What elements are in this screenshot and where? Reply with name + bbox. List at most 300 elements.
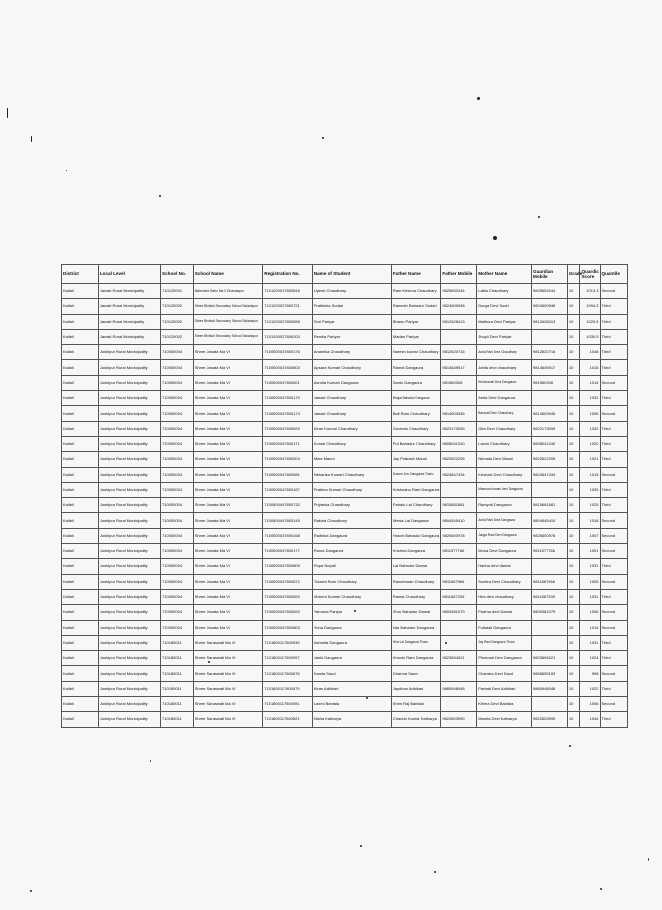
cell-local-level: Joshipur Rural Municipality: [98, 605, 160, 620]
cell-student-name: Anamika Chaudhary: [312, 345, 391, 360]
table-row: [62, 391, 628, 406]
table-row: [62, 666, 628, 681]
cell-student-name: Ruma Dangaura: [312, 544, 391, 559]
col-header-district: District: [62, 265, 99, 284]
cell-quantile: Second: [600, 666, 628, 681]
cell-guardian-mobile: 9825653244: [532, 284, 568, 299]
cell-father-name: Jaydhan Adhikari: [391, 681, 441, 696]
cell-school-no: 710050004: [161, 620, 194, 635]
cell-grade: 10: [567, 574, 580, 589]
cell-student-name: Tulashi Ram Chaudhary: [312, 574, 391, 589]
cell-school-name: Shree Janata Ma Vi: [193, 482, 263, 497]
cell-school-no: 710120002: [161, 329, 194, 344]
cell-student-name: Komal Chaudhary: [312, 436, 391, 451]
cell-father-mobile: 9811667339: [441, 589, 477, 604]
cell-quardic-score: 1015: [580, 467, 600, 482]
cell-district: Kailali: [62, 697, 99, 712]
cell-quantile: Third: [600, 421, 628, 436]
cell-school-name: Shree Saraswati Ma Vi: [193, 712, 263, 727]
scan-speck: [600, 888, 602, 890]
col-header-student-name: Name of Student: [312, 265, 391, 284]
cell-school-name: Shree Bhrikuti Secondary School Sakarlapur: [193, 299, 263, 314]
cell-grade: 10: [567, 421, 580, 436]
cell-father-mobile: [441, 329, 477, 344]
cell-grade: 10: [567, 712, 580, 727]
cell-father-name: Krishnahu Ram Dangaura: [391, 482, 441, 497]
cell-father-name: Kusum Jivo Dangaura Tharu: [391, 467, 441, 482]
scan-speck: [159, 195, 161, 197]
table-row: [62, 467, 628, 482]
scan-mark: [7, 108, 8, 118]
cell-quantile: Second: [600, 375, 628, 390]
cell-district: Kailali: [62, 284, 99, 299]
cell-registration-no: 7100500047800620: [263, 605, 313, 620]
cell-quardic-score: 1025.5: [580, 314, 600, 329]
cell-local-level: Joshipur Rural Municipality: [98, 360, 160, 375]
cell-mother-name: Mamuna kumari devi Dangaura: [477, 482, 532, 497]
cell-student-name: Kamla Saud: [312, 666, 391, 681]
cell-school-name: Shree Saraswati Ma Vi: [193, 651, 263, 666]
cell-registration-no: 7100500047800872: [263, 574, 313, 589]
cell-grade: 10: [567, 345, 580, 360]
col-header-registration-no: Registration No.: [263, 265, 313, 284]
cell-mother-name: Anita Devi Dangaura: [477, 391, 532, 406]
cell-registration-no: 7100500047800167: [263, 482, 313, 497]
cell-student-name: Vivkeni Kumari Chaudhary: [312, 589, 391, 604]
cell-district: Kailali: [62, 559, 99, 574]
scan-speck: [360, 845, 362, 847]
cell-guardian-mobile: 9811577766: [532, 544, 568, 559]
cell-school-name: Shree Janata Ma Vi: [193, 513, 263, 528]
scan-speck: [477, 97, 480, 100]
cell-school-no: 710050004: [161, 375, 194, 390]
cell-father-mobile: [441, 635, 477, 650]
cell-quardic-score: 1022: [580, 681, 600, 696]
cell-quardic-score: 1013.3: [580, 284, 600, 299]
col-header-local-level: Local Level: [98, 265, 160, 284]
cell-grade: 10: [567, 452, 580, 467]
cell-mother-name: Jay Rani Dangaura Tharu: [477, 635, 532, 650]
cell-mother-name: Jahta devi chaudhary: [477, 360, 532, 375]
cell-quardic-score: 1024: [580, 651, 600, 666]
cell-quardic-score: 1015: [580, 360, 600, 375]
cell-grade: 10: [567, 697, 580, 712]
cell-guardian-mobile: 9824600948: [532, 299, 568, 314]
table-row: [62, 360, 628, 375]
cell-district: Kailali: [62, 605, 99, 620]
cell-guardian-mobile: [532, 559, 568, 574]
cell-quantile: Second: [600, 605, 628, 620]
cell-grade: 10: [567, 436, 580, 451]
cell-registration-no: 7100500047800803: [263, 360, 313, 375]
table-row: [62, 436, 628, 451]
cell-grade: 10: [567, 666, 580, 681]
cell-student-name: Mina Mauni: [312, 452, 391, 467]
col-header-school-no: School No.: [161, 265, 194, 284]
cell-registration-no: 7101800117800091: [263, 697, 313, 712]
scan-speck: [538, 216, 540, 218]
cell-guardian-mobile: 9812628413: [532, 314, 568, 329]
cell-mother-name: Sunitra Devi Chaudhary: [477, 574, 532, 589]
cell-father-mobile: 9824600948: [441, 299, 477, 314]
cell-school-no: 710050004: [161, 589, 194, 604]
table-row: [62, 314, 628, 329]
cell-grade: 10: [567, 589, 580, 604]
cell-district: Kailali: [62, 635, 99, 650]
cell-local-level: Janaki Rural Municipality: [98, 284, 160, 299]
cell-quantile: Third: [600, 589, 628, 604]
cell-father-mobile: [441, 391, 477, 406]
cell-school-no: 710180011: [161, 712, 194, 727]
col-header-grade: Grade: [567, 265, 580, 284]
cell-mother-name: Janga Rani Devi Dangaura: [477, 528, 532, 543]
cell-school-name: Shree Janata Ma Vi: [193, 528, 263, 543]
cell-quantile: Third: [600, 391, 628, 406]
cell-quardic-score: 1007: [580, 528, 600, 543]
cell-grade: 10: [567, 681, 580, 696]
cell-mother-name: Fulbasti Dangaura: [477, 620, 532, 635]
cell-registration-no: 7100500047800171: [263, 436, 313, 451]
cell-father-mobile: 9824647434: [441, 467, 477, 482]
cell-school-name: Shree Janata Ma Vi: [193, 452, 263, 467]
cell-quantile: Third: [600, 299, 628, 314]
scan-speck: [569, 745, 571, 747]
cell-guardian-mobile: 981560308: [532, 375, 568, 390]
col-header-father-name: Father Name: [391, 265, 441, 284]
scan-speck: [648, 858, 649, 861]
cell-father-name: Bhajai Bahadur Dangaura: [391, 391, 441, 406]
cell-school-name: Shree Janata Ma Vi: [193, 605, 263, 620]
cell-local-level: Joshipur Rural Municipality: [98, 651, 160, 666]
cell-registration-no: 7101800117800521: [263, 712, 313, 727]
cell-district: Kailali: [62, 681, 99, 696]
cell-guardian-mobile: 9823694021: [532, 651, 568, 666]
cell-grade: 10: [567, 299, 580, 314]
cell-quardic-score: 1032: [580, 421, 600, 436]
cell-grade: 10: [567, 559, 580, 574]
cell-student-name: Ashmita Dangaura: [312, 635, 391, 650]
cell-quardic-score: 1032: [580, 391, 600, 406]
cell-school-name: Shree Janata Ma Vi: [193, 620, 263, 635]
cell-grade: 10: [567, 635, 580, 650]
cell-mother-name: Phulmati Devi Dangaura: [477, 651, 532, 666]
cell-district: Kailali: [62, 574, 99, 589]
table-row: [62, 574, 628, 589]
cell-father-name: Pul Bahadur Chaudhary: [391, 436, 441, 451]
cell-father-name: Nar Bahadur Dangaura: [391, 620, 441, 635]
scan-speck: [30, 890, 32, 892]
cell-registration-no: 7100500047800803: [263, 620, 313, 635]
cell-quantile: Third: [600, 482, 628, 497]
cell-student-name: Radhika Dangaura: [312, 528, 391, 543]
cell-registration-no: 7100500047800174: [263, 406, 313, 421]
table-body: [62, 284, 628, 728]
table-row: [62, 635, 628, 650]
cell-district: Kailali: [62, 299, 99, 314]
cell-mother-name: Mathura Devi Pariyar: [477, 314, 532, 329]
cell-father-name: Santu Dangaura: [391, 375, 441, 390]
table-row: [62, 712, 628, 727]
cell-guardian-mobile: [532, 697, 568, 712]
cell-local-level: Joshipur Rural Municipality: [98, 544, 160, 559]
cell-guardian-mobile: 9815681681: [532, 498, 568, 513]
cell-father-name: Bali Ram Chaudhary: [391, 406, 441, 421]
table-row: [62, 498, 628, 513]
cell-district: Kailali: [62, 528, 99, 543]
cell-guardian-mobile: 9822603990: [532, 712, 568, 727]
cell-registration-no: 7100500047800821: [263, 375, 313, 390]
cell-father-name: Ramesh Bahadur Sodari: [391, 299, 441, 314]
cell-father-mobile: 9814649517: [441, 360, 477, 375]
cell-mother-name: Ramyuti Dangaura: [477, 498, 532, 513]
cell-mother-name: Muna Devi Dangaura: [477, 544, 532, 559]
cell-mother-name: Khima Devi Bantala: [477, 697, 532, 712]
cell-quardic-score: 1021: [580, 452, 600, 467]
cell-quardic-score: 1048: [580, 345, 600, 360]
cell-district: Kailali: [62, 375, 99, 390]
cell-quantile: Second: [600, 513, 628, 528]
cell-registration-no: 7101800117800579: [263, 681, 313, 696]
cell-mother-name: Lalita Chaudhary: [477, 284, 532, 299]
col-header-mother-name: Mother Name: [477, 265, 532, 284]
table-row: [62, 513, 628, 528]
cell-father-mobile: 9811667966: [441, 574, 477, 589]
cell-district: Kailali: [62, 406, 99, 421]
cell-mother-name: Jhupli Devi Pariyar: [477, 329, 532, 344]
cell-district: Kailali: [62, 589, 99, 604]
table-row: [62, 589, 628, 604]
cell-guardian-mobile: 9865659153: [532, 666, 568, 681]
cell-quantile: Second: [600, 467, 628, 482]
cell-registration-no: 7101200027800721: [263, 299, 313, 314]
cell-student-name: Prabina Kumari Chaudhary: [312, 482, 391, 497]
cell-local-level: Janaki Rural Municipality: [98, 329, 160, 344]
table-row: [62, 452, 628, 467]
cell-student-name: Janaki Chaudhary: [312, 391, 391, 406]
cell-guardian-mobile: [532, 635, 568, 650]
cell-mother-name: Durga Devi Sodri: [477, 299, 532, 314]
cell-mother-name: Chandra Devi Saud: [477, 666, 532, 681]
cell-grade: 10: [567, 528, 580, 543]
cell-quardic-score: 1020: [580, 436, 600, 451]
cell-mother-name: Asha Rani Devi Dangaura: [477, 513, 532, 528]
cell-father-mobile: [441, 697, 477, 712]
cell-quardic-score: 1001: [580, 544, 600, 559]
cell-local-level: Joshipur Rural Municipality: [98, 589, 160, 604]
cell-father-mobile: 9865948048: [441, 681, 477, 696]
cell-father-mobile: [441, 666, 477, 681]
cell-school-no: 710050004: [161, 421, 194, 436]
cell-grade: 10: [567, 467, 580, 482]
cell-quantile: Second: [600, 544, 628, 559]
cell-quantile: Third: [600, 452, 628, 467]
scan-speck: [66, 170, 67, 171]
cell-student-name: Rakina Chaudhary: [312, 513, 391, 528]
cell-quantile: Third: [600, 635, 628, 650]
cell-school-no: 710050004: [161, 452, 194, 467]
cell-quantile: Second: [600, 406, 628, 421]
cell-quantile: Third: [600, 345, 628, 360]
cell-school-name: Shree Janata Ma Vi: [193, 574, 263, 589]
cell-district: Kailali: [62, 314, 99, 329]
cell-guardian-mobile: 9822622205: [532, 452, 568, 467]
table-row: [62, 605, 628, 620]
col-header-school-name: School Name: [193, 265, 263, 284]
cell-school-name: Mahendra Sishu Ma V Dhamaapur: [193, 284, 263, 299]
cell-registration-no: 7100500047800145: [263, 513, 313, 528]
scan-speck: [493, 236, 497, 240]
cell-father-name: Ramai Chaudhary: [391, 589, 441, 604]
cell-district: Kailali: [62, 666, 99, 681]
cell-registration-no: 7100500047800204: [263, 452, 313, 467]
cell-father-name: Bhanu Pariyar: [391, 314, 441, 329]
cell-district: Kailali: [62, 498, 99, 513]
table-row: [62, 482, 628, 497]
cell-school-name: Shree Janata Ma Vi: [193, 589, 263, 604]
cell-quardic-score: 1006: [580, 697, 600, 712]
cell-father-name: Naresh kumar Chaudhary: [391, 345, 441, 360]
cell-school-no: 710120002: [161, 299, 194, 314]
cell-district: Kailali: [62, 651, 99, 666]
cell-quantile: Third: [600, 329, 628, 344]
cell-local-level: Joshipur Rural Municipality: [98, 513, 160, 528]
cell-grade: 10: [567, 391, 580, 406]
cell-grade: 10: [567, 314, 580, 329]
cell-school-no: 710050004: [161, 528, 194, 543]
cell-father-mobile: [441, 482, 477, 497]
scan-speck: [322, 137, 324, 139]
cell-local-level: Joshipur Rural Municipality: [98, 574, 160, 589]
cell-grade: 10: [567, 406, 580, 421]
cell-student-name: Asmita Kumari Dangaura: [312, 375, 391, 390]
cell-father-mobile: 9815681681: [441, 498, 477, 513]
cell-school-name: Shree Janata Ma Vi: [193, 375, 263, 390]
cell-father-name: Jay Prakash Mauni: [391, 452, 441, 467]
table-row: [62, 681, 628, 696]
cell-quantile: Second: [600, 574, 628, 589]
cell-quardic-score: 1005: [580, 574, 600, 589]
cell-grade: 10: [567, 360, 580, 375]
cell-father-name: Krishna Dangaura: [391, 544, 441, 559]
cell-grade: 10: [567, 498, 580, 513]
cell-school-no: 710180011: [161, 666, 194, 681]
cell-guardian-mobile: 9809481079: [532, 605, 568, 620]
cell-student-name: Neharika Kumari Chaudhary: [312, 467, 391, 482]
cell-local-level: Janaki Rural Municipality: [98, 314, 160, 329]
cell-school-name: Shree Bhrikuti Secondary School Sakarlapur: [193, 314, 263, 329]
cell-district: Kailali: [62, 482, 99, 497]
cell-registration-no: 7100500047800805: [263, 559, 313, 574]
cell-district: Kailali: [62, 544, 99, 559]
cell-school-name: Shree Janata Ma Vi: [193, 360, 263, 375]
cell-quardic-score: 1044: [580, 712, 600, 727]
cell-guardian-mobile: 9824647434: [532, 467, 568, 482]
cell-school-no: 710050004: [161, 345, 194, 360]
scan-speck: [150, 760, 151, 762]
table-row: [62, 544, 628, 559]
cell-registration-no: 7100500047800820: [263, 589, 313, 604]
cell-school-name: Shree Saraswati Ma Vi: [193, 697, 263, 712]
cell-guardian-mobile: 9811667339: [532, 589, 568, 604]
cell-school-name: Shree Janata Ma Vi: [193, 498, 263, 513]
cell-local-level: Joshipur Rural Municipality: [98, 681, 160, 696]
cell-father-name: Lal Bahadur Damai: [391, 559, 441, 574]
col-header-father-mobile: Father Mobile: [441, 265, 477, 284]
cell-registration-no: 7101200027800203: [263, 329, 313, 344]
cell-father-name: Ram Krishna Chaudhary: [391, 284, 441, 299]
cell-quardic-score: 1031: [580, 559, 600, 574]
scan-speck: [434, 871, 436, 873]
cell-school-no: 710050004: [161, 544, 194, 559]
cell-student-name: Kiran Adhikari: [312, 681, 391, 696]
cell-quantile: Third: [600, 712, 628, 727]
cell-student-name: Sori Pariyar: [312, 314, 391, 329]
table-row: [62, 284, 628, 299]
cell-father-mobile: 9812620716: [441, 345, 477, 360]
cell-registration-no: 7101800117800678: [263, 666, 313, 681]
cell-student-name: Yamuna Pariyar: [312, 605, 391, 620]
cell-mother-name: Parbati Devi Adhikari: [477, 681, 532, 696]
cell-registration-no: 7100500047800168: [263, 528, 313, 543]
cell-father-mobile: 9822603990: [441, 712, 477, 727]
cell-school-no: 710180011: [161, 681, 194, 696]
cell-mother-name: Asha Rani Devi Chaudhary: [477, 345, 532, 360]
cell-mother-name: Gita Devi Chaudhary: [477, 421, 532, 436]
cell-father-name: Hosch Bahadur Dangaura: [391, 528, 441, 543]
cell-registration-no: 7101800117800935: [263, 635, 313, 650]
cell-local-level: Joshipur Rural Municipality: [98, 498, 160, 513]
cell-school-no: 710050004: [161, 482, 194, 497]
cell-student-name: Janaki Chaudhary: [312, 406, 391, 421]
cell-guardian-mobile: 9811667966: [532, 574, 568, 589]
cell-father-mobile: 9822173099: [441, 421, 477, 436]
cell-quantile: Third: [600, 498, 628, 513]
cell-guardian-mobile: 9812620716: [532, 345, 568, 360]
cell-district: Kailali: [62, 421, 99, 436]
cell-school-no: 710050004: [161, 513, 194, 528]
cell-local-level: Janaki Rural Municipality: [98, 299, 160, 314]
cell-guardian-mobile: 9865948048: [532, 681, 568, 696]
cell-school-no: 710050004: [161, 391, 194, 406]
cell-mother-name: Laxmi Chaudhary: [477, 436, 532, 451]
cell-father-name: Pahalu Lal Chaudhary: [391, 498, 441, 513]
cell-quardic-score: 1006: [580, 406, 600, 421]
cell-guardian-mobile: 9825600978: [532, 528, 568, 543]
table-row: [62, 299, 628, 314]
table-row: [62, 421, 628, 436]
cell-school-no: 710050004: [161, 605, 194, 620]
cell-local-level: Joshipur Rural Municipality: [98, 406, 160, 421]
cell-quantile: Third: [600, 314, 628, 329]
cell-father-mobile: 9823694021: [441, 651, 477, 666]
cell-father-mobile: 9822622205: [441, 452, 477, 467]
cell-school-no: 710050004: [161, 498, 194, 513]
cell-school-name: Shree Saraswati Ma Vi: [193, 635, 263, 650]
cell-father-name: Hira Lal Dangaura Tharu: [391, 635, 441, 650]
cell-registration-no: 7100500047800176: [263, 345, 313, 360]
cell-local-level: Joshipur Rural Municipality: [98, 391, 160, 406]
cell-district: Kailali: [62, 712, 99, 727]
cell-student-name: Nisha Katharya: [312, 712, 391, 727]
cell-mother-name: Padma devi Damai: [477, 605, 532, 620]
cell-father-name: Madan Pariyar: [391, 329, 441, 344]
cell-quardic-score: 1030.5: [580, 329, 600, 344]
cell-registration-no: 7100500047800629: [263, 421, 313, 436]
cell-guardian-mobile: 9814649517: [532, 360, 568, 375]
cell-mother-name: Krishnavati Devi Dangaura: [477, 375, 532, 390]
cell-school-name: Shree Janata Ma Vi: [193, 559, 263, 574]
cell-quantile: Second: [600, 284, 628, 299]
